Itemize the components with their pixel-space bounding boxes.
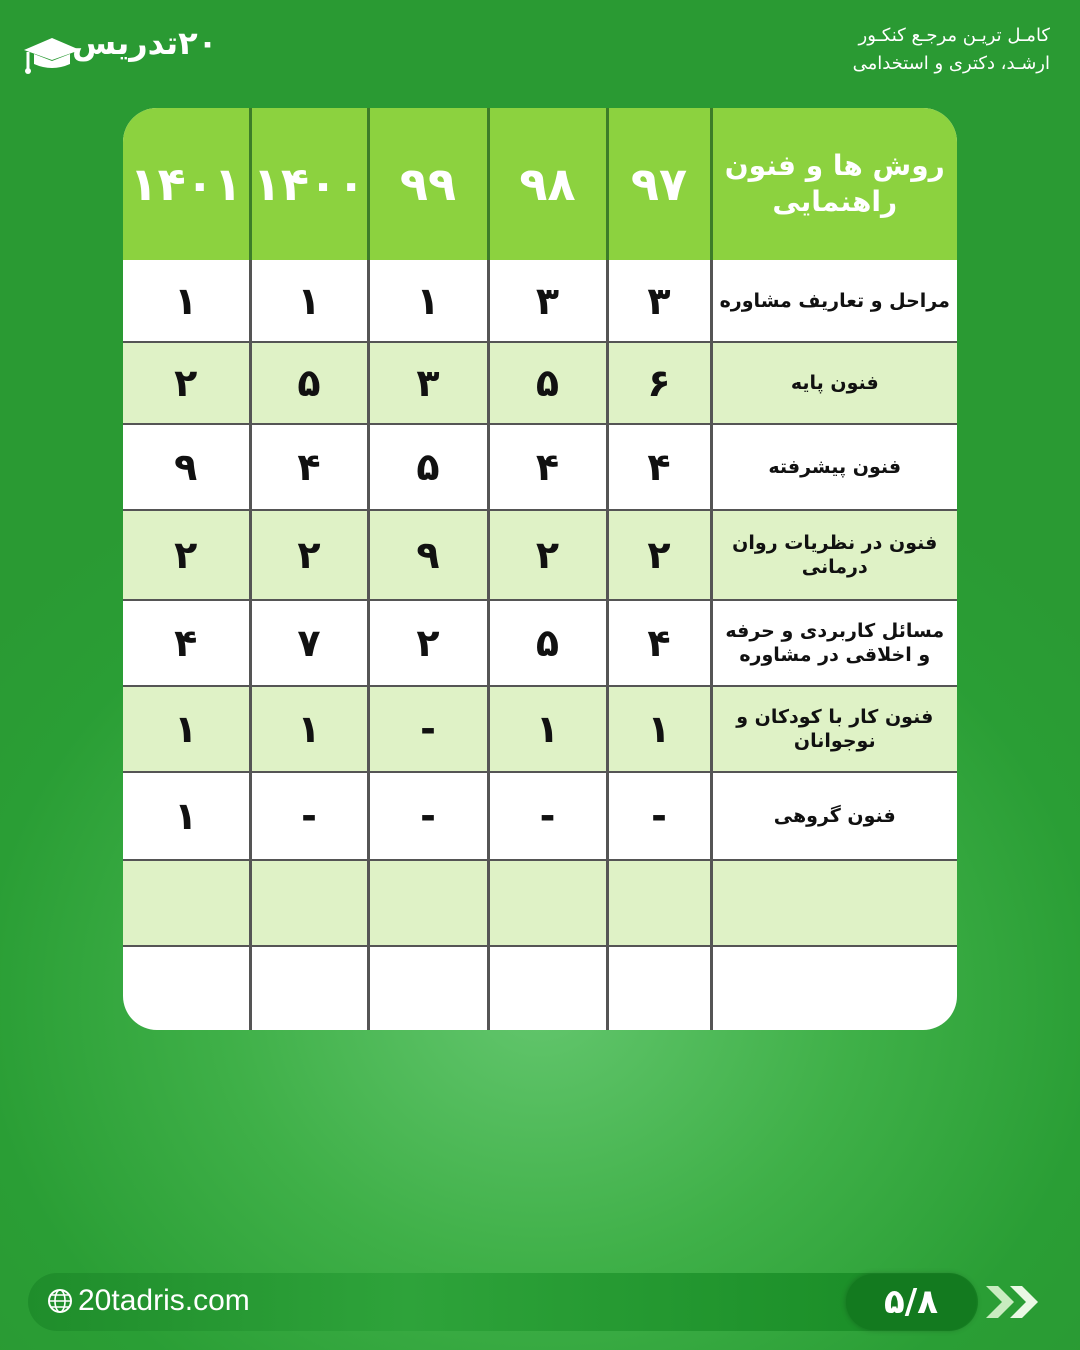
table-cell <box>488 946 607 1030</box>
table-cell: ۴ <box>607 424 711 510</box>
row-label: فنون در نظریات روان درمانی <box>711 510 957 600</box>
table-cell: ۹ <box>368 510 488 600</box>
website-link[interactable] <box>46 1284 250 1318</box>
header-year: ۹۸ <box>488 108 607 260</box>
double-chevron-right-icon[interactable] <box>984 1282 1048 1322</box>
table-cell: ۱ <box>368 260 488 342</box>
table-row <box>123 686 957 772</box>
tagline-line-1: کامـل تریـن مرجـع کنکـور <box>858 25 1050 46</box>
table-cell: ۴ <box>250 424 368 510</box>
table-cell <box>368 946 488 1030</box>
table-cell: ۹ <box>123 424 250 510</box>
table-row <box>123 510 957 600</box>
table-cell <box>488 860 607 946</box>
table-cell <box>123 860 250 946</box>
row-label: مسائل کاربردی و حرفه و اخلاقی در مشاوره <box>711 600 957 686</box>
table-cell: ۲ <box>607 510 711 600</box>
table-cell <box>368 860 488 946</box>
table-cell: ۵ <box>368 424 488 510</box>
table-cell: ۳ <box>607 260 711 342</box>
page-indicator: ۵/۸ <box>846 1274 976 1330</box>
table-cell <box>250 860 368 946</box>
table-cell: ۲ <box>250 510 368 600</box>
header-topic: روش ها و فنون راهنمایی <box>711 108 957 260</box>
table-cell: ۵ <box>250 342 368 424</box>
table-cell: ۷ <box>250 600 368 686</box>
table-cell: ۵ <box>488 342 607 424</box>
table-cell: - <box>607 772 711 860</box>
table-cell: ۵ <box>488 600 607 686</box>
table-cell <box>607 860 711 946</box>
row-label: مراحل و تعاریف مشاوره <box>711 260 957 342</box>
table-row <box>123 600 957 686</box>
table-cell: ۱ <box>123 686 250 772</box>
table-cell: ۱ <box>250 260 368 342</box>
header-year: ۱۴۰۱ <box>123 108 250 260</box>
table-row <box>123 860 957 946</box>
row-label: فنون گروهی <box>711 772 957 860</box>
table-cell: ۴ <box>607 600 711 686</box>
table-cell: ۳ <box>488 260 607 342</box>
table-cell: - <box>368 686 488 772</box>
table-cell: - <box>368 772 488 860</box>
table-cell: ۲ <box>123 510 250 600</box>
header-year: ۹۹ <box>368 108 488 260</box>
table-cell <box>250 946 368 1030</box>
table-cell: ۲ <box>368 600 488 686</box>
table-cell: ۱ <box>123 260 250 342</box>
table-cell: ۳ <box>368 342 488 424</box>
brand-tagline <box>853 22 1050 78</box>
table-cell: ۶ <box>607 342 711 424</box>
stats-table <box>123 108 957 1030</box>
tagline-line-2: ارشـد، دکتری و استخدامی <box>852 53 1050 74</box>
table-row <box>123 260 957 342</box>
row-label <box>711 860 957 946</box>
row-label <box>711 946 957 1030</box>
table-row <box>123 772 957 860</box>
table-cell: ۴ <box>123 600 250 686</box>
header-year: ۹۷ <box>607 108 711 260</box>
table-row <box>123 342 957 424</box>
website-url: 20tadris.com <box>78 1284 250 1317</box>
table-cell: ۱ <box>607 686 711 772</box>
globe-icon <box>46 1287 74 1315</box>
table-cell: ۲ <box>123 342 250 424</box>
table-cell: ۱ <box>123 772 250 860</box>
table-cell: ۱ <box>488 686 607 772</box>
table-cell: - <box>488 772 607 860</box>
stats-table-card <box>123 108 957 1030</box>
row-label: فنون پیشرفته <box>711 424 957 510</box>
table-header-row <box>123 108 957 260</box>
table-row <box>123 424 957 510</box>
table-cell <box>123 946 250 1030</box>
table-cell: - <box>250 772 368 860</box>
table-row <box>123 946 957 1030</box>
brand-logo-text: ۲۰تدریس <box>72 24 218 62</box>
table-cell: ۴ <box>488 424 607 510</box>
row-label: فنون کار با کودکان و نوجوانان <box>711 686 957 772</box>
table-cell <box>607 946 711 1030</box>
table-cell: ۱ <box>250 686 368 772</box>
table-cell: ۲ <box>488 510 607 600</box>
row-label: فنون پایه <box>711 342 957 424</box>
header-year: ۱۴۰۰ <box>250 108 368 260</box>
